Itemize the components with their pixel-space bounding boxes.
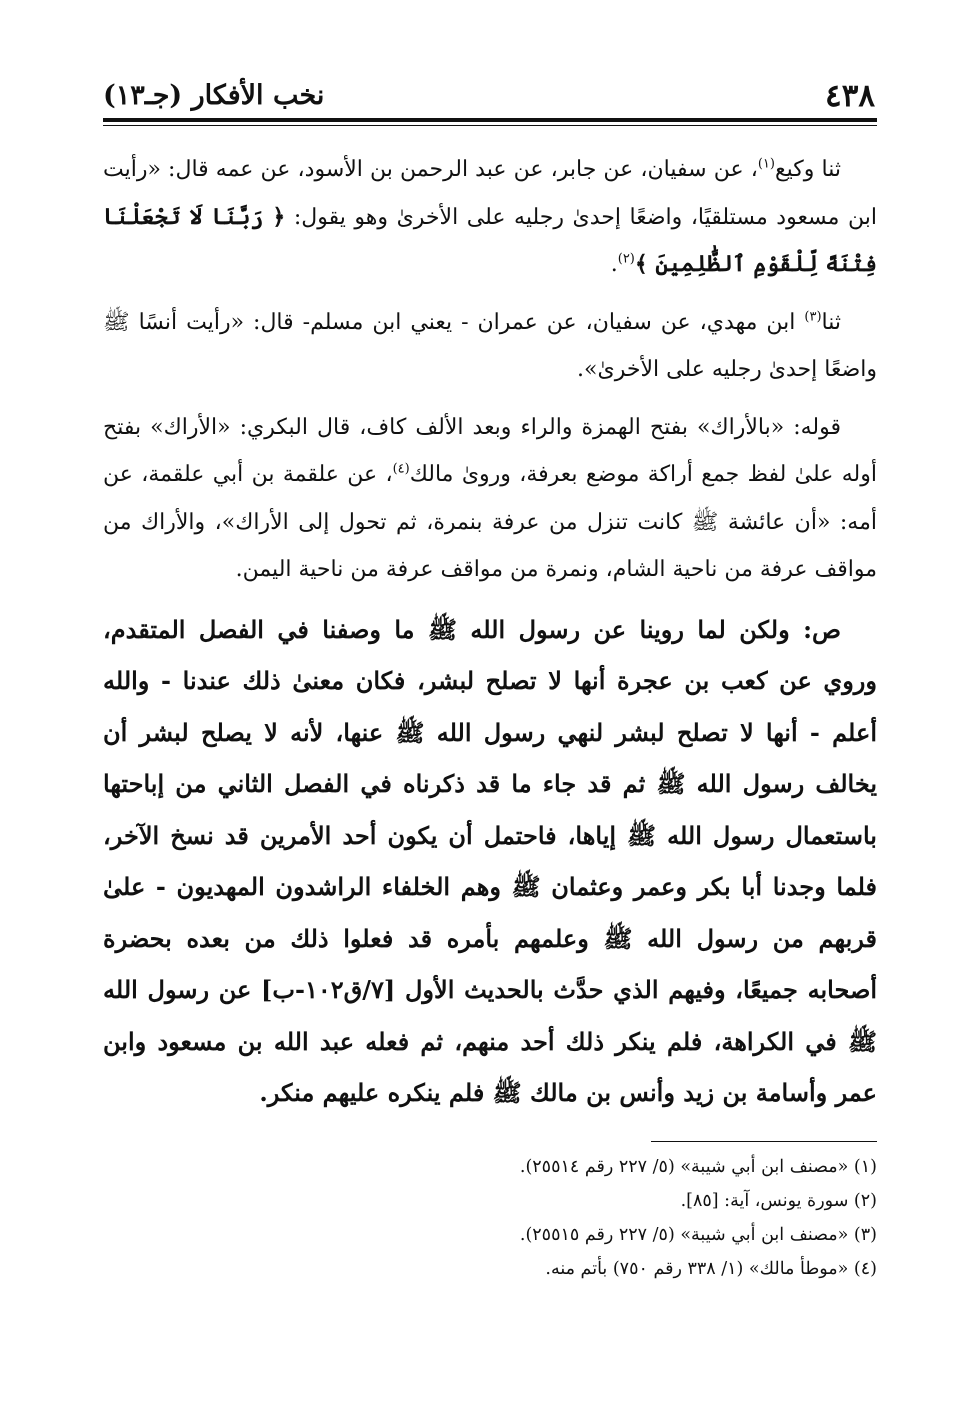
paragraph-text: ثنا bbox=[821, 309, 841, 335]
paragraph-text: ، عن سفيان، عن جابر، عن عبد الرحمن بن الأسود، عن عمه قال: «رأيت ابن مسعود مستلقيًا، واضعًا إحدىٰ رجليه على الأخرىٰ وهو يقول: bbox=[103, 157, 877, 230]
footnote-item: (٤) «موطأ مالك» (١/ ٣٣٨ رقم ٧٥٠) بأتم منه. bbox=[545, 1258, 877, 1279]
main-text bbox=[103, 146, 877, 1119]
book-page bbox=[103, 70, 877, 1360]
paragraph-text: ص: ولكن لما روينا عن رسول الله ﷺ ما وصفنا في الفصل المتقدم، وروي عن كعب بن عجرة أنها لا تصلح لبشر، فكان معنىٰ ذلك عندنا - والله أعلم - أنها لا تصلح لبشر لنهي رسول الله ﷺ عنها، لأنه لا يصلح لبشر أن يخالف رسول الله ﷺ ثم قد جاء ما قد ذكرناه في الفصل الثاني من إباحتها باستعمال رسول الله ﷺ إياها، فاحتمل أن يكون أحد الأمرين قد نسخ الآخر، فلما وجدنا أبا بكر وعمر وعثمان ﷺ وهم الخلفاء الراشدون المهديون - علىٰ قربهم من رسول الله ﷺ وعلمهم بأمره قد فعلوا ذلك من بعده بحضرة أصحابه جميعًا، وفيهم الذي حدَّث بالحديث الأول [٧/ق١٠٢-ب] عن رسول الله ﷺ في الكراهة، فلم ينكر ذلك أحد منهم، ثم فعله عبد الله بن مسعود وابن عمر وأسامة بن زيد وأنس بن مالك ﷺ فلم ينكره عليهم منكر. bbox=[103, 614, 877, 1107]
quran-verse: ﴿ رَبَّنَا لَا تَجْعَلْنَا فِتْنَةً لِّلْقَوْمِ ٱلظَّٰلِمِينَ ﴾ bbox=[103, 203, 877, 277]
paragraph-commentary bbox=[103, 604, 877, 1119]
footnote-ref: (١) bbox=[757, 156, 775, 172]
footnote-separator bbox=[651, 1141, 877, 1142]
paragraph-text: ابن مهدي، عن سفيان، عن عمران - يعني ابن مسلم- قال: «رأيت أنسًا ﷺ واضعًا إحدىٰ رجليه على الأخرىٰ». bbox=[103, 309, 877, 382]
header-rule bbox=[103, 118, 877, 122]
footnote-ref: (٤) bbox=[392, 461, 410, 477]
page-number: ٤٣٨ bbox=[825, 78, 875, 114]
header-rule-thin bbox=[103, 125, 877, 126]
footnote-item: (١) «مصنف ابن أبي شيبة» (٥/ ٢٢٧ رقم ٢٥٥١٤). bbox=[519, 1156, 877, 1177]
paragraph-text: ثنا وكيع bbox=[774, 157, 841, 182]
footnote-ref: (٢) bbox=[617, 251, 635, 267]
running-header bbox=[103, 70, 877, 120]
footnote-item: (٢) سورة يونس، آية: [٨٥]. bbox=[680, 1190, 877, 1211]
paragraph-text: قوله: «بالأراك» بفتح الهمزة والراء وبعد الألف كاف، قال البكري: «الأراك» بفتح أوله علىٰ لفظ جمع أراكة موضع بعرفة، وروىٰ مالك bbox=[103, 414, 878, 487]
paragraph-text: . bbox=[610, 252, 618, 277]
footnote-ref: (٣) bbox=[804, 309, 822, 325]
footnote-item: (٣) «مصنف ابن أبي شيبة» (٥/ ٢٢٧ رقم ٢٥٥١٥). bbox=[519, 1224, 877, 1245]
book-title: نخب الأفكار (جـ١٣) bbox=[103, 80, 325, 111]
paragraph-ibn-mahdi-chain bbox=[103, 299, 877, 394]
footnotes bbox=[103, 1150, 877, 1286]
paragraph-text: ، عن علقمة بن أبي علقمة، عن أمه: «أن عائشة ﷺ كانت تنزل من عرفة بنمرة، ثم تحول إلى الأراك»، والأراك من مواقف عرفة من ناحية الشام، ونمرة من مواقف عرفة من ناحية اليمن. bbox=[103, 462, 877, 582]
paragraph-waki-chain bbox=[103, 146, 877, 289]
paragraph-al-arak bbox=[103, 404, 877, 594]
